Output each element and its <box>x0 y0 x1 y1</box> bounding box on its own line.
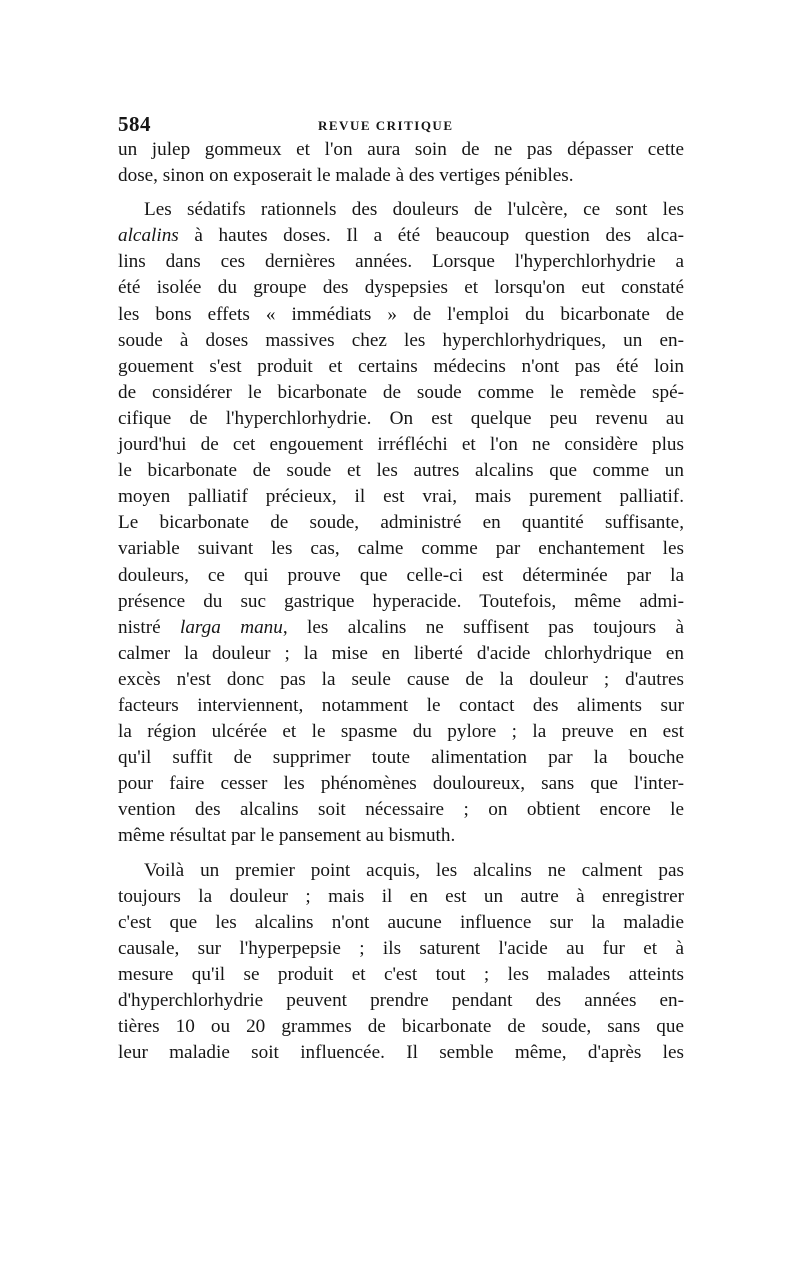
text-line: le bicarbonate de soude et les autres alcalins que comme un <box>118 460 684 482</box>
body-text <box>118 137 684 1066</box>
text-line: d'hyperchlorhydrie peuvent prendre pendant des années en- <box>118 990 684 1011</box>
paragraph-gap <box>118 189 684 197</box>
text-line-rest: , les alcalins ne suffisent pas toujours à <box>282 616 684 638</box>
text-line: la région ulcérée et le spasme du pylore ; la preuve en est <box>118 721 684 743</box>
text-line-start: nistré <box>118 616 180 638</box>
text-line: les bons effets « immédiats » de l'emploi du bicarbonate de <box>118 303 684 325</box>
text-line: pour faire cesser les phénomènes douloureux, sans que l'inter- <box>118 773 684 795</box>
text-line: cifique de l'hyperchlorhydrie. On est quelque peu revenu au <box>118 407 684 429</box>
paragraph <box>118 858 684 1067</box>
text-line: dose, sinon on exposerait le malade à des vertiges pénibles. <box>118 165 574 187</box>
text-line: de considérer le bicarbonate de soude comme le remède spé- <box>118 381 684 403</box>
text-line: variable suivant les cas, calme comme par enchantement les <box>118 538 684 560</box>
text-line: leur maladie soit influencée. Il semble même, d'après les <box>118 1042 684 1064</box>
text-line: été isolée du groupe des dyspepsies et lorsqu'on eut constaté <box>118 277 684 299</box>
text-line: Le bicarbonate de soude, administré en quantité suffisante, <box>118 512 684 534</box>
text-line: c'est que les alcalins n'ont aucune influence sur la maladie <box>118 911 684 933</box>
paragraph <box>118 197 684 849</box>
text-line: calmer la douleur ; la mise en liberté d'acide chlorhydrique en <box>118 642 684 664</box>
text-line <box>118 615 684 641</box>
text-line: présence du suc gastrique hyperacide. Toutefois, même admi- <box>118 590 684 612</box>
text-line: Voilà un premier point acquis, les alcalins ne calment pas <box>144 859 684 881</box>
text-line: lins dans ces dernières années. Lorsque l'hyperchlorhydrie a <box>118 251 684 273</box>
text-line: causale, sur l'hyperpepsie ; ils saturent l'acide au fur et à <box>118 937 684 959</box>
italic-term: larga manu <box>180 616 283 638</box>
text-line: mesure qu'il se produit et c'est tout ; les malades atteints <box>118 963 684 985</box>
text-line: Les sédatifs rationnels des douleurs de l'ulcère, ce sont les <box>144 199 684 221</box>
text-line: tières 10 ou 20 grammes de bicarbonate de soude, sans que <box>118 1016 684 1038</box>
text-line: facteurs interviennent, notamment le contact des aliments sur <box>118 694 684 716</box>
text-line: soude à doses massives chez les hyperchlorhydriques, un en- <box>118 329 684 351</box>
text-line: jourd'hui de cet engouement irréfléchi et l'on ne considère plus <box>118 434 684 456</box>
page-number: 584 <box>118 112 151 136</box>
text-line <box>118 223 684 249</box>
text-line: même résultat par le pansement au bismuth. <box>118 825 456 847</box>
paragraph <box>118 137 684 189</box>
text-line: moyen palliatif précieux, il est vrai, mais purement palliatif. <box>118 486 684 508</box>
running-title: REVUE CRITIQUE <box>318 118 454 133</box>
text-line: toujours la douleur ; mais il en est un autre à enregistrer <box>118 885 684 907</box>
text-line: un julep gommeux et l'on aura soin de ne pas dépasser cette <box>118 139 684 160</box>
italic-term: alcalins <box>118 225 179 247</box>
text-line-rest: à hautes doses. Il a été beaucoup question des alca- <box>178 225 684 247</box>
paragraph-gap <box>118 850 684 858</box>
running-head <box>118 112 684 140</box>
text-line: qu'il suffit de supprimer toute alimentation par la bouche <box>118 747 684 769</box>
text-line: gouement s'est produit et certains médecins n'ont pas été loin <box>118 355 684 377</box>
text-line: vention des alcalins soit nécessaire ; on obtient encore le <box>118 799 684 821</box>
text-line: excès n'est donc pas la seule cause de la douleur ; d'autres <box>118 668 684 690</box>
text-line: douleurs, ce qui prouve que celle-ci est déterminée par la <box>118 564 684 586</box>
